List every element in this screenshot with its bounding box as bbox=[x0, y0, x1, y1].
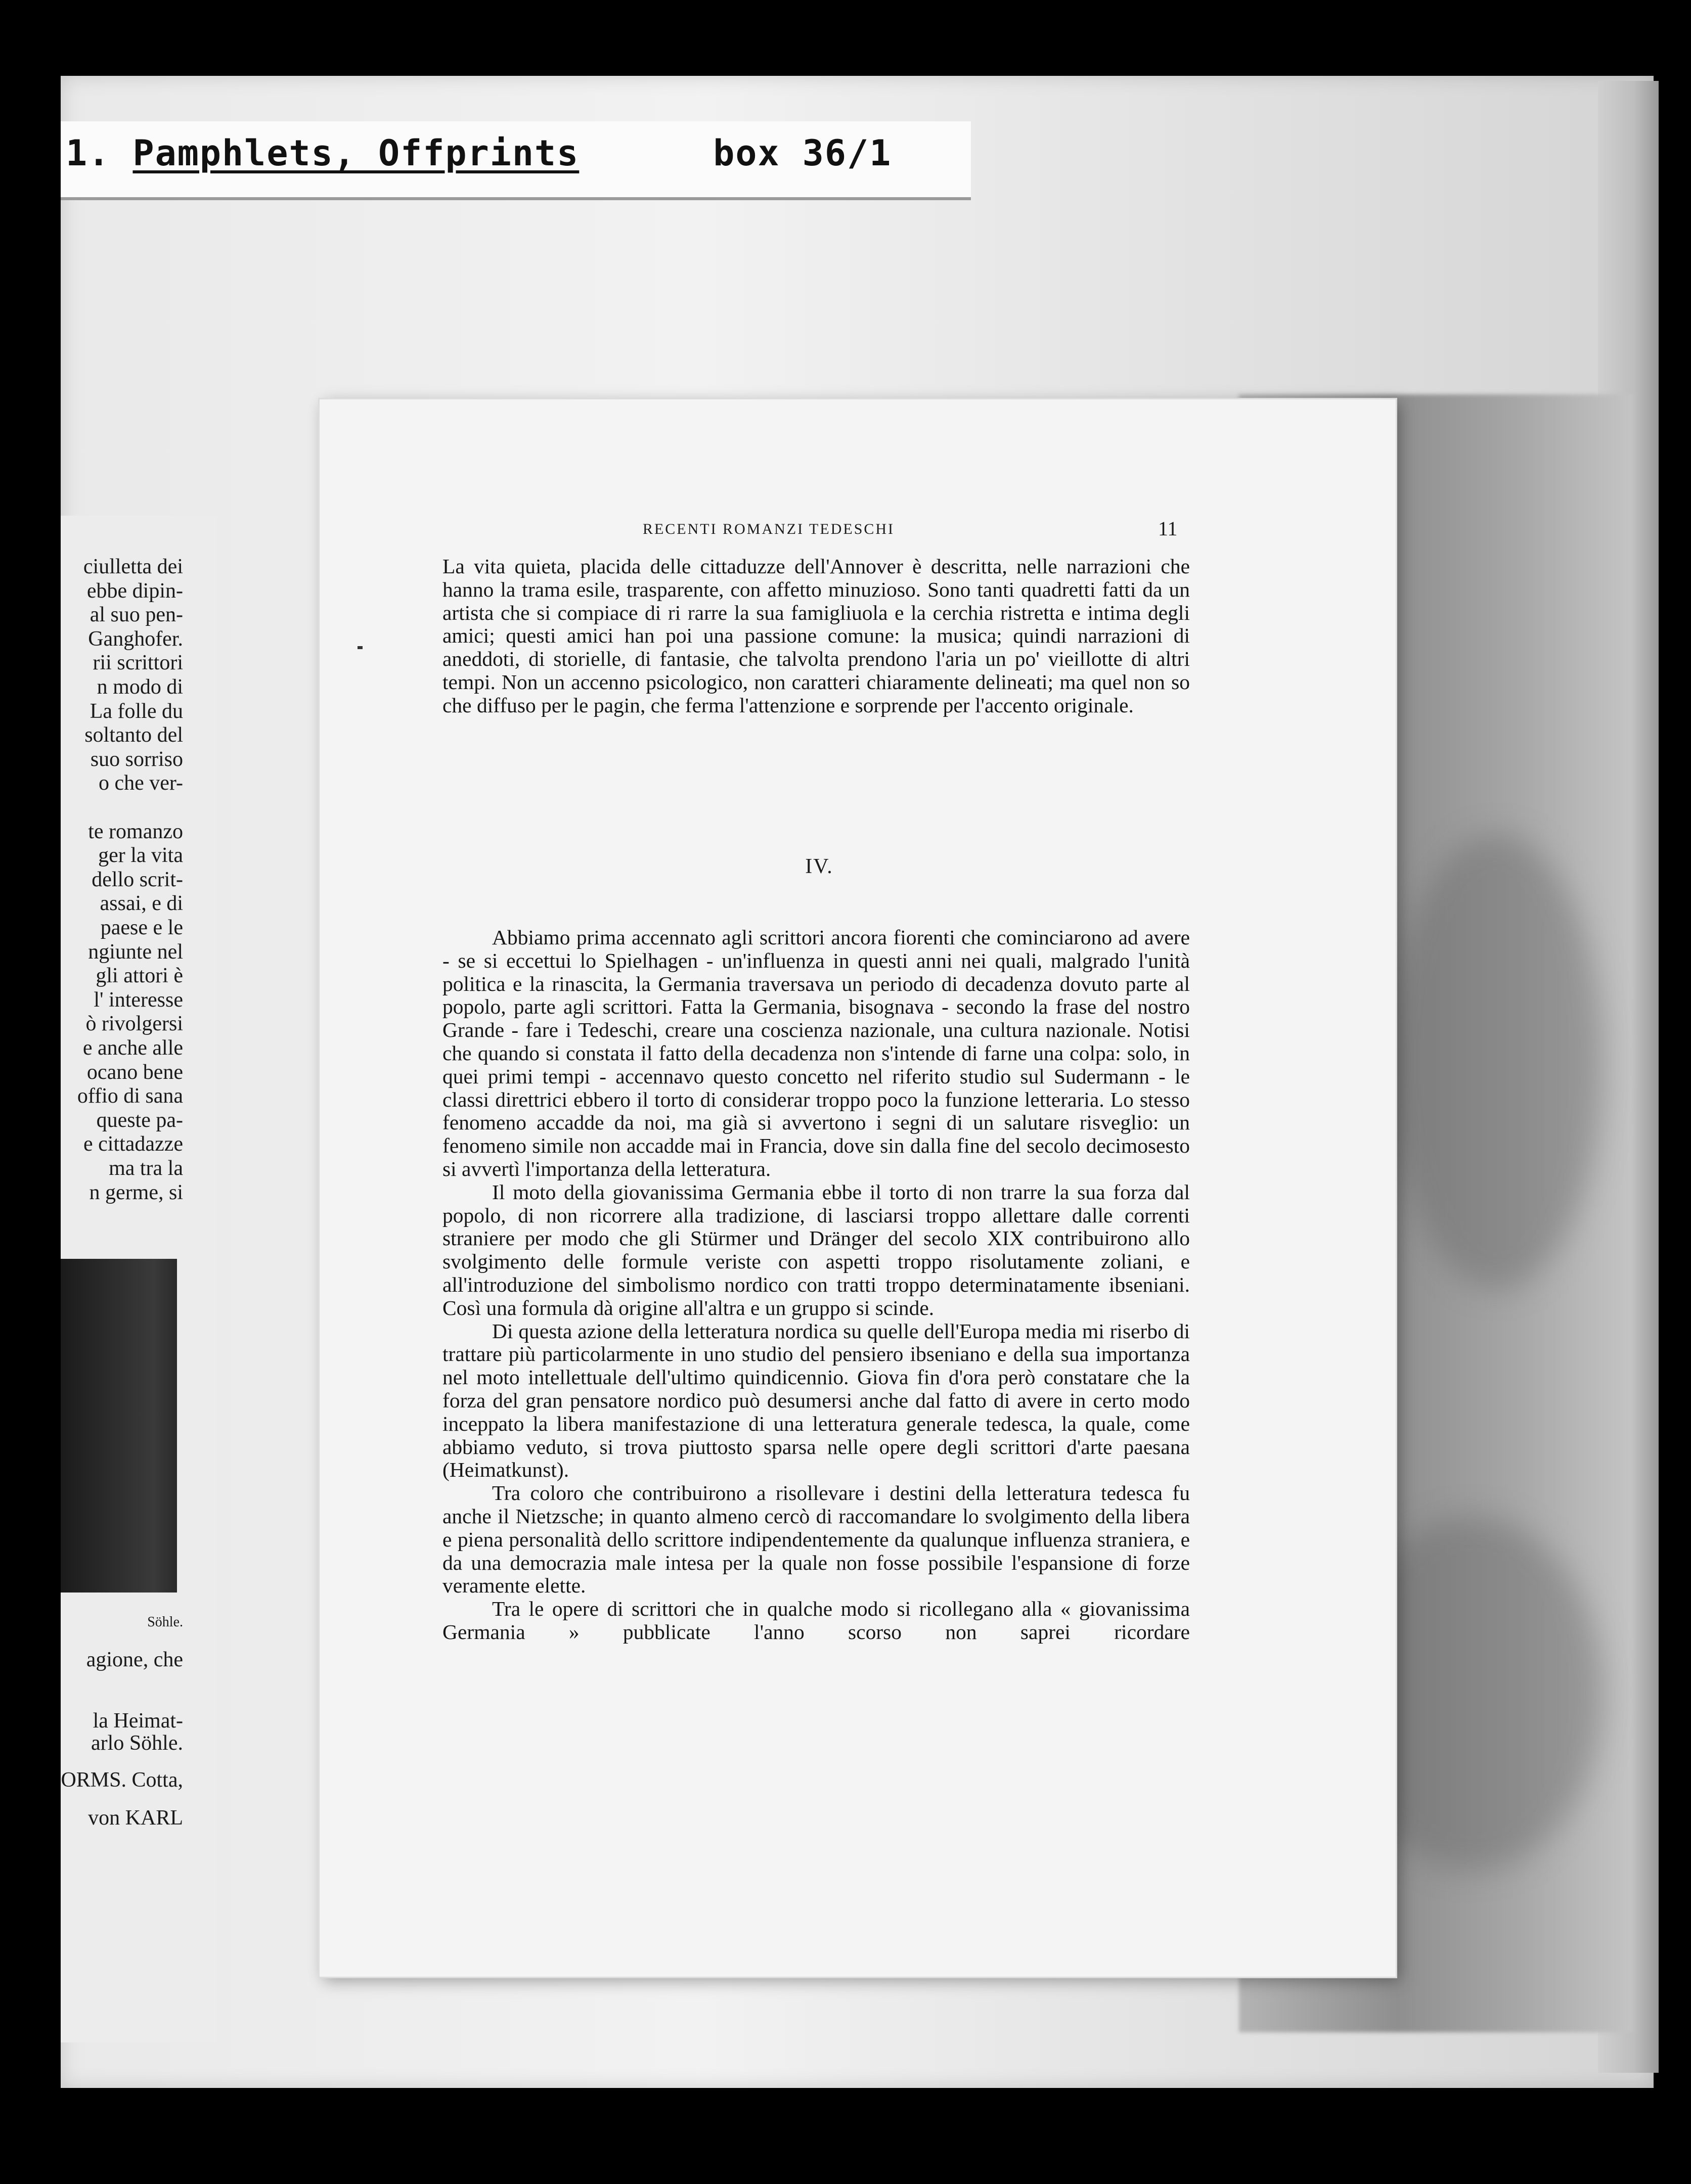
left-fragment-line: assai, e di bbox=[100, 892, 183, 916]
left-fragment-line: n modo di bbox=[97, 675, 183, 699]
left-fragment-line: soltanto del bbox=[84, 723, 183, 747]
left-fragment-line: agione, che bbox=[86, 1648, 183, 1671]
left-fragment-line: arlo Söhle. bbox=[91, 1732, 183, 1755]
header-number: 1. bbox=[66, 132, 111, 174]
left-fragment-line: e cittadazze bbox=[83, 1132, 183, 1156]
left-fragment-line: dello scrit- bbox=[92, 868, 183, 891]
paragraph: La vita quieta, placida delle cittaduzze dell'Annover è descritta, nelle narrazioni che hanno la trama esile, trasparente, con affetto minuzioso. Sono tanti quadretti fatti da un artista che si compiace di ri rarre la sua famigliuola e la cerchia ristretta e intima degli amici; questi amici han poi una passione comune: la musica; quindi narrazioni di aneddoti, di storielle, di fantasie, che talvolta prendono l'aria un po' vieillotte di altri tempi. Non un accenno psicologico, non caratteri chiaramente delineati; ma quel non so che diffuso per le pagin, che ferma l'attenzione e sorprende per l'accento originale. bbox=[442, 555, 1190, 717]
left-fragment-line: queste pa- bbox=[96, 1108, 183, 1132]
left-fragment-line: o che ver- bbox=[98, 771, 183, 795]
text-block-main bbox=[442, 926, 1190, 1644]
left-fragment-line: ocano bene bbox=[86, 1060, 183, 1084]
left-fragment-line: Söhle. bbox=[147, 1614, 183, 1630]
header-label bbox=[66, 132, 892, 174]
paragraph: Abbiamo prima accennato agli scrittori ancora fiorenti che cominciarono ad avere - se si eccettui lo Spielhagen - un'influenza in questi anni nei quali, malgrado l'unità politica e la rinascita, la Germania traversava un periodo di decadenza dovuto parte al popolo, parte agli scrittori. Fatta la Germania, bisognava - secondo la frase del nostro Grande - fare i Tedeschi, creare una coscienza nazionale, una cultura nazionale. Notisi che quando si constata il fatto della decadenza non s'intende di farne una colpa: solo, in quei primi tempi - accennavo questo concetto nel riferito studio sul Sudermann - le classi direttrici ebbero il torto di considerar troppo poco la funzione letteraria. Lo stesso fenomeno accadde da noi, ma già si avvertono i segni di un salutare risveglio: un fenomeno simile non accadde mai in Francia, dove sin dalla fine del secolo decimosesto si avvertì l'importanza della letteratura. bbox=[442, 926, 1190, 1180]
left-fragment-line: n germe, si bbox=[89, 1180, 183, 1204]
left-fragment-line: paese e le bbox=[100, 916, 183, 939]
left-fragment-line: ngiunte nel bbox=[88, 940, 183, 964]
left-fragment-line: ma tra la bbox=[109, 1157, 183, 1180]
stray-mark bbox=[358, 646, 363, 649]
page-number: 11 bbox=[1158, 517, 1178, 540]
left-fragment-line: ciulletta dei bbox=[83, 555, 183, 578]
left-fragment-line: Ganghofer. bbox=[88, 627, 183, 651]
left-fragment-line: rii scrittori bbox=[93, 651, 183, 675]
paragraph: Tra coloro che contribuirono a risollevare i destini della letteratura tedesca fu anche il Nietzsche; in quanto almeno cercò di raccomandare lo svolgimento della libera e piena personalità dello scrittore indipendentemente da qualunque influenza straniera, e da una democrazia male intesa per la quale non fosse possibile l'espansione di forze veramente elette. bbox=[442, 1481, 1190, 1598]
left-fragment-line: la Heimat- bbox=[93, 1709, 183, 1733]
left-fragment-line: ORMS. Cotta, bbox=[61, 1768, 183, 1792]
left-fragment-line: La folle du bbox=[90, 699, 183, 723]
text-block-top bbox=[442, 555, 1190, 717]
left-fragment-line: offio di sana bbox=[77, 1084, 183, 1108]
left-fragment-line: al suo pen- bbox=[90, 603, 183, 627]
left-fragment-line: e anche alle bbox=[82, 1036, 183, 1060]
left-fragment-line: ger la vita bbox=[98, 844, 183, 868]
left-fragment-line: von KARL bbox=[88, 1806, 183, 1830]
paragraph: Il moto della giovanissima Germania ebbe il torto di non trarre la sua forza dal popolo, di non ricorrere alla tradizione, di lasciarsi troppo allettare dalle correnti straniere per modo che gli Stürmer und Dränger del secolo XIX contribuirono allo svolgimento delle formule veriste con aspetti troppo risolutamente zoliani, e all'introduzione del simbolismo nordico con tratti troppo determinatamente ibseniani. Così una formula dà origine all'altra e un gruppo si scinde. bbox=[442, 1180, 1190, 1320]
left-fragment-line: ebbe dipin- bbox=[86, 579, 183, 603]
dark-band bbox=[61, 1259, 177, 1592]
left-fragment-line: suo sorriso bbox=[90, 747, 183, 771]
smudge bbox=[1391, 834, 1603, 1289]
header-title: Pamphlets, Offprints bbox=[132, 132, 580, 174]
left-fragment-line: l' interesse bbox=[94, 988, 183, 1012]
paragraph: Tra le opere di scrittori che in qualche modo si ricollegano alla « giovanissima Germania » pubblicate l'anno scorso non saprei ricordare bbox=[442, 1597, 1190, 1644]
left-fragment-line: gli attori è bbox=[96, 964, 183, 988]
left-fragment-line: ò rivolgersi bbox=[85, 1012, 183, 1036]
left-fragment-line: te romanzo bbox=[88, 820, 183, 843]
header-box: box 36/1 bbox=[713, 132, 892, 174]
paragraph: Di questa azione della letteratura nordica su quelle dell'Europa media mi riserbo di trattare più particolarmente in uno studio del pensiero ibseniano e della sua importanza nel moto intellettuale dell'ultimo quindicennio. Giova fin d'ora però constatare che la forza del gran pensatore nordico può desumersi anche dal fatto di avere in certo modo inceppato la libera manifestazione di una letteratura generale tedesca, la quale, come abbiamo veduto, si trova piuttosto sparsa nelle opere degli scrittori d'arte paesana (Heimatkunst). bbox=[442, 1319, 1190, 1482]
running-head: RECENTI ROMANZI TEDESCHI bbox=[642, 521, 895, 537]
section-number: IV. bbox=[805, 855, 833, 878]
